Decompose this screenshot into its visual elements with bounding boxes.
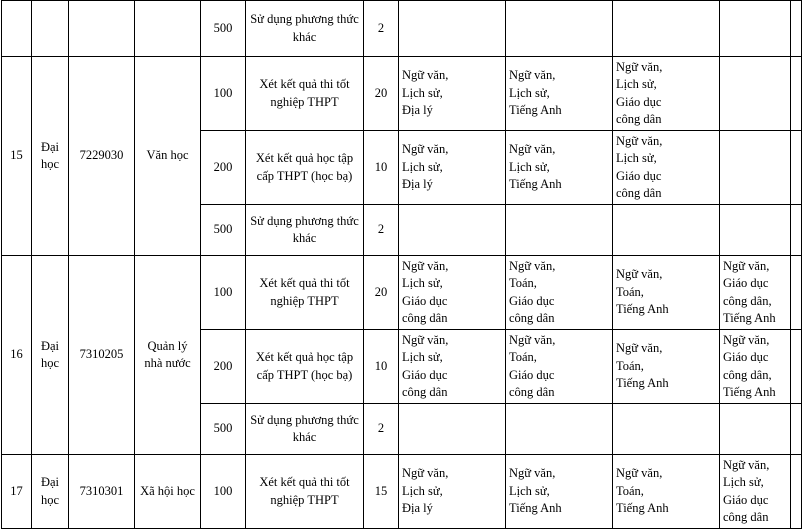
subject-line: Lịch sử, bbox=[723, 475, 764, 489]
subject-combo-cell bbox=[506, 404, 613, 455]
subject-line: Tiếng Anh bbox=[723, 385, 776, 399]
subject-line: công dân bbox=[402, 311, 448, 325]
subject-combo-cell bbox=[613, 404, 720, 455]
quota-cell: 2 bbox=[364, 205, 399, 256]
subject-line: công dân bbox=[509, 385, 555, 399]
method-code-cell: 100 bbox=[201, 455, 246, 529]
subject-line: Ngữ văn, bbox=[616, 267, 663, 282]
subject-line: Địa lý bbox=[402, 177, 433, 192]
subject-combo-cell bbox=[399, 404, 506, 455]
subject-combo-cell bbox=[506, 330, 613, 404]
extra-cell bbox=[791, 330, 802, 404]
table-row bbox=[2, 455, 802, 529]
extra-cell bbox=[791, 404, 802, 455]
subject-combo-cell bbox=[613, 205, 720, 256]
subject-line: công dân bbox=[616, 112, 662, 126]
method-code-cell: 200 bbox=[201, 131, 246, 205]
major-code-cell: 7229030 bbox=[69, 57, 135, 256]
method-name-cell: Xét kết quả thi tốt nghiệp THPT bbox=[246, 57, 364, 131]
subject-line: Toán, bbox=[509, 276, 537, 290]
table-body bbox=[2, 1, 802, 529]
subject-combo-cell bbox=[613, 256, 720, 330]
extra-cell bbox=[791, 1, 802, 57]
subject-line: Giáo dục bbox=[723, 276, 769, 290]
method-code-cell: 500 bbox=[201, 404, 246, 455]
subject-line: Địa lý bbox=[402, 103, 433, 118]
stt-cell: 17 bbox=[2, 455, 32, 529]
level-cell bbox=[32, 1, 69, 57]
subject-line: Tiếng Anh bbox=[616, 501, 669, 516]
subject-combo-cell bbox=[720, 256, 791, 330]
subject-line: Toán, bbox=[509, 350, 537, 364]
major-name-cell: Quản lý nhà nước bbox=[135, 256, 201, 455]
subject-line: Lịch sử, bbox=[616, 77, 657, 91]
method-name-cell: Xét kết quả học tập cấp THPT (học bạ) bbox=[246, 131, 364, 205]
subject-line: công dân, bbox=[723, 293, 772, 308]
subject-line: công dân, bbox=[723, 367, 772, 382]
subject-line: Ngữ văn, bbox=[616, 133, 663, 148]
subject-combo-cell bbox=[613, 1, 720, 57]
quota-cell: 10 bbox=[364, 131, 399, 205]
quota-cell: 2 bbox=[364, 404, 399, 455]
subject-line: Lịch sử, bbox=[402, 483, 443, 498]
method-name-cell: Sử dụng phương thức khác bbox=[246, 1, 364, 57]
subject-combo-cell bbox=[399, 131, 506, 205]
subject-combo-cell bbox=[613, 131, 720, 205]
extra-cell bbox=[791, 205, 802, 256]
subject-line: công dân bbox=[723, 510, 769, 524]
table-row bbox=[2, 1, 802, 57]
subject-line: Toán, bbox=[616, 358, 644, 373]
stt-cell: 16 bbox=[2, 256, 32, 455]
table-row bbox=[2, 256, 802, 330]
method-name-cell: Xét kết quả thi tốt nghiệp THPT bbox=[246, 256, 364, 330]
subject-line: Tiếng Anh bbox=[509, 177, 562, 192]
subject-combo-cell bbox=[506, 57, 613, 131]
subject-line: Giáo dục bbox=[509, 293, 555, 308]
method-name-cell: Xét kết quả thi tốt nghiệp THPT bbox=[246, 455, 364, 529]
subject-combo-cell bbox=[399, 205, 506, 256]
subject-combo-cell bbox=[399, 330, 506, 404]
subject-line: Lịch sử, bbox=[402, 159, 443, 174]
subject-combo-cell bbox=[506, 131, 613, 205]
quota-cell: 20 bbox=[364, 256, 399, 330]
subject-combo-cell bbox=[613, 455, 720, 529]
subject-line: Giáo dục bbox=[723, 350, 769, 364]
method-code-cell: 500 bbox=[201, 205, 246, 256]
subject-line: Ngữ văn, bbox=[402, 466, 449, 481]
admissions-table bbox=[1, 0, 802, 529]
extra-cell bbox=[791, 256, 802, 330]
major-code-cell: 7310205 bbox=[69, 256, 135, 455]
quota-cell: 2 bbox=[364, 1, 399, 57]
subject-line: Giáo dục bbox=[402, 367, 448, 382]
extra-cell bbox=[791, 57, 802, 131]
subject-line: Ngữ văn, bbox=[509, 332, 556, 347]
subject-line: Tiếng Anh bbox=[616, 302, 669, 317]
method-code-cell: 100 bbox=[201, 256, 246, 330]
level-cell: Đại học bbox=[32, 256, 69, 455]
subject-line: Tiếng Anh bbox=[509, 103, 562, 118]
major-code-cell: 7310301 bbox=[69, 455, 135, 529]
subject-line: Lịch sử, bbox=[509, 483, 550, 498]
subject-line: công dân bbox=[402, 385, 448, 399]
quota-cell: 20 bbox=[364, 57, 399, 131]
subject-line: Giáo dục bbox=[509, 367, 555, 382]
subject-combo-cell bbox=[720, 330, 791, 404]
subject-line: Toán, bbox=[616, 483, 644, 498]
subject-line: công dân bbox=[509, 311, 555, 325]
subject-line: Lịch sử, bbox=[616, 151, 657, 165]
subject-combo-cell bbox=[720, 131, 791, 205]
subject-line: Giáo dục bbox=[402, 293, 448, 308]
subject-combo-cell bbox=[506, 256, 613, 330]
stt-cell: 15 bbox=[2, 57, 32, 256]
extra-cell bbox=[791, 131, 802, 205]
subject-line: Ngữ văn, bbox=[402, 142, 449, 157]
subject-combo-cell bbox=[720, 404, 791, 455]
method-code-cell: 500 bbox=[201, 1, 246, 57]
stt-cell bbox=[2, 1, 32, 57]
subject-combo-cell bbox=[613, 57, 720, 131]
subject-combo-cell bbox=[506, 1, 613, 57]
subject-line: Giáo dục bbox=[723, 492, 769, 507]
major-code-cell bbox=[69, 1, 135, 57]
table-row bbox=[2, 57, 802, 131]
subject-combo-cell bbox=[399, 455, 506, 529]
major-name-cell bbox=[135, 1, 201, 57]
subject-combo-cell bbox=[399, 1, 506, 57]
subject-line: Ngữ văn, bbox=[616, 466, 663, 481]
subject-line: Giáo dục bbox=[616, 94, 662, 109]
subject-line: Lịch sử, bbox=[402, 85, 443, 100]
subject-line: Lịch sử, bbox=[509, 159, 550, 174]
major-name-cell: Xã hội học bbox=[135, 455, 201, 529]
quota-cell: 15 bbox=[364, 455, 399, 529]
subject-line: Giáo dục bbox=[616, 168, 662, 183]
subject-line: Địa lý bbox=[402, 501, 433, 516]
level-cell: Đại học bbox=[32, 455, 69, 529]
subject-combo-cell bbox=[506, 205, 613, 256]
subject-line: Ngữ văn, bbox=[509, 466, 556, 481]
method-name-cell: Sử dụng phương thức khác bbox=[246, 205, 364, 256]
subject-line: Ngữ văn, bbox=[616, 59, 663, 74]
subject-line: Toán, bbox=[616, 284, 644, 299]
subject-line: Ngữ văn, bbox=[402, 258, 449, 273]
subject-line: Lịch sử, bbox=[402, 350, 443, 364]
subject-line: Lịch sử, bbox=[402, 276, 443, 290]
subject-line: Ngữ văn, bbox=[616, 341, 663, 356]
extra-cell bbox=[791, 455, 802, 529]
subject-line: Ngữ văn, bbox=[723, 258, 770, 273]
subject-line: Tiếng Anh bbox=[616, 376, 669, 391]
subject-line: Ngữ văn, bbox=[509, 258, 556, 273]
subject-combo-cell bbox=[613, 330, 720, 404]
level-cell: Đại học bbox=[32, 57, 69, 256]
subject-line: Ngữ văn, bbox=[509, 142, 556, 157]
subject-line: Lịch sử, bbox=[509, 85, 550, 100]
subject-combo-cell bbox=[506, 455, 613, 529]
subject-line: Tiếng Anh bbox=[509, 501, 562, 516]
method-code-cell: 200 bbox=[201, 330, 246, 404]
quota-cell: 10 bbox=[364, 330, 399, 404]
subject-line: Ngữ văn, bbox=[402, 68, 449, 83]
subject-line: Ngữ văn, bbox=[723, 457, 770, 472]
subject-line: Ngữ văn, bbox=[402, 332, 449, 347]
subject-combo-cell bbox=[720, 205, 791, 256]
subject-line: Ngữ văn, bbox=[723, 332, 770, 347]
subject-combo-cell bbox=[399, 57, 506, 131]
subject-line: công dân bbox=[616, 186, 662, 200]
method-name-cell: Xét kết quả học tập cấp THPT (học bạ) bbox=[246, 330, 364, 404]
method-name-cell: Sử dụng phương thức khác bbox=[246, 404, 364, 455]
subject-combo-cell bbox=[399, 256, 506, 330]
subject-line: Tiếng Anh bbox=[723, 311, 776, 325]
subject-combo-cell bbox=[720, 455, 791, 529]
method-code-cell: 100 bbox=[201, 57, 246, 131]
subject-line: Ngữ văn, bbox=[509, 68, 556, 83]
major-name-cell: Văn học bbox=[135, 57, 201, 256]
subject-combo-cell bbox=[720, 1, 791, 57]
subject-combo-cell bbox=[720, 57, 791, 131]
